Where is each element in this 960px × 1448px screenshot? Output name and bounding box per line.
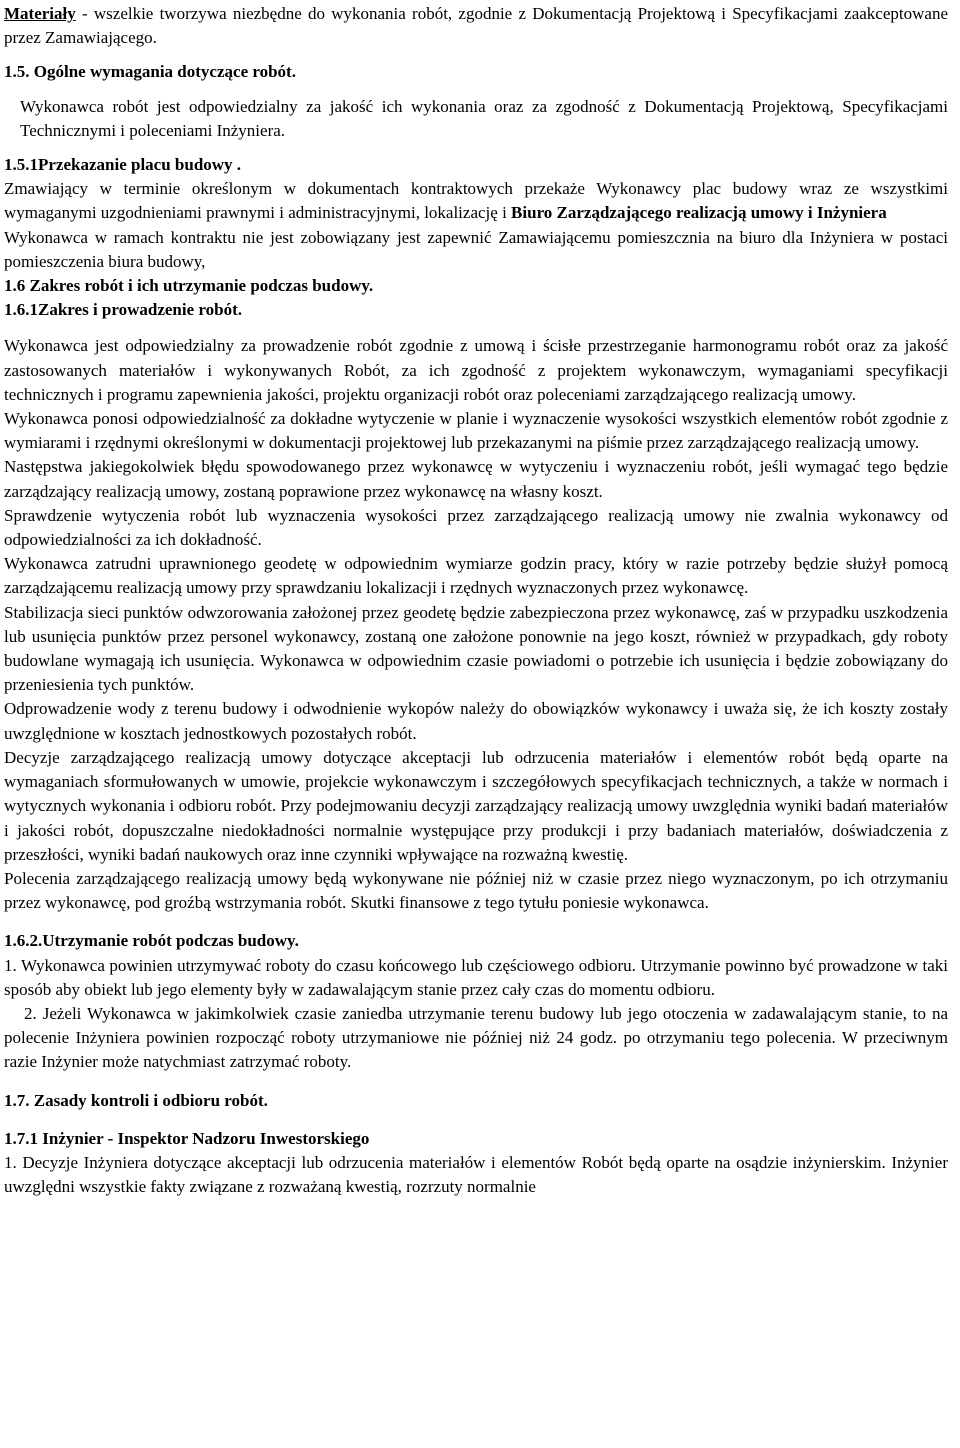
paragraph: Polecenia zarządzającego realizacją umowy będą wykonywane nie później niż w czasie przez niego wyznaczonym, po ich otrzymaniu przez wykonawcę, pod groźbą wstrzymania robót. Skutki finansowe z tego tytułu poniesie wykonawca. — [4, 868, 948, 913]
paragraph: Następstwa jakiegokolwiek błędu spowodowanego przez wykonawcę w wytyczeniu i wyznaczeniu robót, jeśli wymagać tego będzie zarządzający realizacją umowy, zostaną poprawione przez wykonawcę na własny koszt. — [4, 457, 948, 501]
maintenance-item-2: 2. Jeżeli Wykonawca w jakimkolwiek czasie zaniedba utrzymanie terenu budowy lub jego otoczenia w zadawalającym stanie, to na polecenie Inżyniera powinien rozpocząć roboty utrzymaniowe nie później niż 24 godz. po otrzymaniu tego polecenia. W przeciwnym razie Inżynier może natychmiast zatrzymać roboty. — [4, 1003, 948, 1072]
materials-definition — [4, 2, 948, 50]
paragraph: Decyzje zarządzającego realizacją umowy dotyczące akceptacji lub odrzucenia materiałów i elementów robót będą oparte na wymaganiach sformułowanych w umowie, projekcie wykonawczym i szczegółowych specyfikacjach technicznych, a także w normach i wytycznych wykonania i odbioru robót. Przy podejmowaniu decyzji zarządzający realizacją umowy uwzględnia wyniki badań materiałów i jakości robót, dopuszczalne niedokładności normalnie występujące przy produkcji i przy badaniach materiałów, doświadczenia z przeszłości, wyniki badań naukowych oraz inne czynniki wpływające na rozważną kwestię. — [4, 747, 948, 864]
site-handover-text: Zmawiający w terminie określonym w dokumentach kontraktowych przekaże Wykonawcy plac budowy wraz ze wszystkimi wymaganymi uzgodnieniami prawnymi i administracyjnymi, lokalizację i — [4, 179, 948, 223]
site-handover-bold-text: Biuro Zarządzającego realizacją umowy i Inżyniera — [511, 203, 887, 223]
inspector-item-1: 1. Decyzje Inżyniera dotyczące akceptacji lub odrzucenia materiałów i elementów Robót będą oparte na osądzie inżynierskim. Inżynier uwzględni wszystkie fakty związane z rozważaną kwestią, rozrzuty normalnie — [4, 1152, 948, 1197]
paragraph: Odprowadzenie wody z terenu budowy i odwodnienie wykopów należy do obowiązków wykonawcy i uważa się, że ich koszty zostały uwzględnione w kosztach jednostkowych pozostałych robót. — [4, 699, 948, 743]
section-1-6-1-body — [4, 334, 948, 915]
section-1-6-1-heading: 1.6.1Zakres i prowadzenie robót. — [4, 300, 243, 320]
paragraph: Sprawdzenie wytyczenia robót lub wyznaczenia wysokości przez zarządzającego realizacją umowy nie zwalnia wykonawcy od odpowiedzialności za ich dokładność. — [4, 505, 948, 550]
materials-text: - wszelkie tworzywa niezbędne do wykonania robót, zgodnie z Dokumentacją Projektową i Specyfikacjami zaakceptowane przez Zamawiającego. — [4, 4, 948, 48]
section-1-6-heading: 1.6 Zakres robót i ich utrzymanie podczas budowy. — [4, 276, 374, 296]
paragraph: Wykonawca zatrudni uprawnionego geodetę w odpowiednim wymiarze godzin pracy, który w razie potrzeby będzie służył pomocą zarządzającemu realizacją umowy przy sprawdzaniu lokalizacji i rzędnych wyznaczonych przez wykonawcę. — [4, 554, 948, 598]
section-1-5-1-paragraph-2: Wykonawca w ramach kontraktu nie jest zobowiązany jest zapewnić Zamawiającemu pomieszcznia na biuro dla Inżyniera w postaci pomieszczenia biura budowy, — [4, 227, 948, 271]
section-1-5-heading: 1.5. Ogólne wymagania dotyczące robót. — [4, 62, 296, 82]
materials-term: Materiały — [4, 4, 76, 23]
section-1-7-heading: 1.7. Zasady kontroli i odbioru robót. — [4, 1090, 268, 1110]
maintenance-item-1: 1. Wykonawca powinien utrzymywać roboty do czasu końcowego lub częściowego odbioru. Utrzymanie powinno być prowadzone w taki sposób aby obiekt lub jego elementy były w zadawalającym stanie przez cały czas do momentu odbioru. — [4, 955, 948, 999]
section-1-5-paragraph: Wykonawca robót jest odpowiedzialny za jakość ich wykonania oraz za zgodność z Dokumentacją Projektową, Specyfikacjami Technicznymi i poleceniami Inżyniera. — [20, 96, 948, 140]
paragraph: Wykonawca jest odpowiedzialny za prowadzenie robót zgodnie z umową i ścisłe przestrzeganie harmonogramu robót oraz za jakość zastosowanych materiałów i wykonywanych Robót, za ich zgodność z projektem wykonawczym, wymaganiami specyfikacji technicznych i programu zapewnienia jakości, projektu organizacji robót oraz poleceniami zarządzającego realizacją umowy. — [4, 336, 948, 404]
paragraph: Stabilizacja sieci punktów odwzorowania założonej przez geodetę będzie zabezpieczona przez wykonawcę, zaś w przypadku uszkodzenia lub usunięcia punktów przez personel wykonawcy, zostaną one założone ponownie na jego koszt, również w przypadkach, gdy roboty budowlane wymagają ich usunięcia. Wykonawca w odpowiednim czasie powiadomi o potrzebie ich usunięcia i będzie zobowiązany do przeniesienia tych punktów. — [4, 602, 948, 695]
section-1-7-1-heading: 1.7.1 Inżynier - Inspektor Nadzoru Inwestorskiego — [4, 1128, 370, 1148]
paragraph: Wykonawca ponosi odpowiedzialność za dokładne wytyczenie w planie i wyznaczenie wysokości wszystkich elementów robót zgodnie z wymiarami i rzędnymi określonymi w dokumentacji projektowej lub przekazanymi na piśmie przez zarządzającego realizacją umowy. — [4, 409, 948, 453]
section-1-5-1-paragraph-1 — [4, 177, 948, 225]
section-1-6-2-heading: 1.6.2.Utrzymanie robót podczas budowy. — [4, 931, 299, 951]
section-1-5-1-heading: 1.5.1Przekazanie placu budowy . — [4, 155, 242, 175]
